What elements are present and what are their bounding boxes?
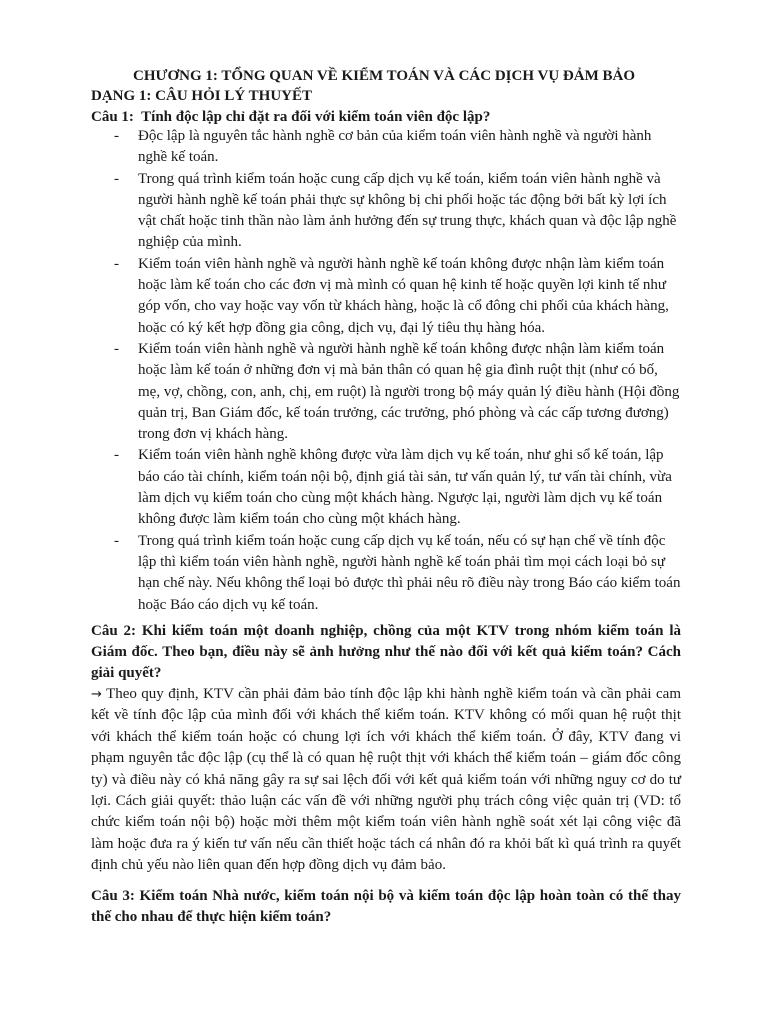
list-item <box>91 126 681 169</box>
bullet-dash: - <box>114 255 119 272</box>
bullet-dash: - <box>114 340 119 357</box>
list-item <box>91 339 681 445</box>
list-item-text: Kiểm toán viên hành nghề và người hành nghề kế toán không được nhận làm kiểm toán hoặc làm kế toán cho các đơn vị mà mình có quan hệ kinh tế hoặc quyền lợi kinh tế như góp vốn, cho vay hoặc vay vốn từ khách hàng, hoặc là cổ đông chi phối của khách hàng, hoặc có ký kết hợp đồng gia công, dịch vụ, đại lý tiêu thụ hàng hóa. <box>138 255 669 336</box>
list-item <box>91 254 681 339</box>
question-1-bullet-list <box>91 126 681 616</box>
question-2-title: Câu 2: Khi kiểm toán một doanh nghiệp, chồng của một KTV trong nhóm kiểm toán là Giám đốc. Theo bạn, điều này sẽ ảnh hưởng như thế nào đối với kết quả kiểm toán? Cách giải quyết? <box>91 623 681 681</box>
list-item <box>91 531 681 616</box>
bullet-dash: - <box>114 170 119 187</box>
bullet-dash: - <box>114 447 119 464</box>
bullet-dash: - <box>114 128 119 144</box>
list-item <box>91 169 681 254</box>
answer-text: Theo quy định, KTV cần phải đảm bảo tính độc lập khi hành nghề kiểm toán và cần phải cam kết về tính độc lập của mình đối với khách thể kiểm toán. KTV không có mối quan hệ ruột thịt với khách thể kiểm toán hoặc có chung lợi ích với khách thể kiểm toán. Ở đây, KTV đang vi phạm nguyên tắc độc lập (cụ thể là có quan hệ ruột thịt với khách thể kiểm toán – giám đốc công ty) và điều này có khả năng gây ra sự sai lệch đối với kết quả kiểm toán với những nguy cơ do tư lợi. Cách giải quyết: thảo luận các vấn đề với những người phụ trách công việc quản trị (VD: tổ chức kiểm toán nội bộ) hoặc mời thêm một kiểm toán viên hành nghề soát xét lại công việc đã làm hoặc đưa ra ý kiến tư vấn nếu cần thiết hoặc tách cá nhân đó ra khỏi bất kì quá trình ra quyết định chủ yếu nào liên quan đến hợp đồng dịch vụ đảm bảo. <box>91 686 681 874</box>
bullet-dash: - <box>114 532 119 549</box>
question-1-title: Câu 1: Tính độc lập chỉ đặt ra đối với kiểm toán viên độc lập? <box>91 109 491 125</box>
list-item-text: Trong quá trình kiểm toán hoặc cung cấp dịch vụ kế toán, nếu có sự hạn chế về tính độc lập thì kiểm toán viên hành nghề, người hành nghề kế toán phải tìm mọi cách loại bỏ sự hạn chế này. Nếu không thể loại bỏ được thì phải nêu rõ điều này trong Báo cáo kiểm toán hoặc Báo cáo dịch vụ kế toán. <box>138 532 681 613</box>
list-item <box>91 445 681 530</box>
list-item-text: Kiểm toán viên hành nghề và người hành nghề kế toán không được nhận làm kiểm toán hoặc làm kế toán ở những đơn vị mà bản thân có quan hệ gia đình ruột thịt (như có bố, mẹ, vợ, chồng, con, anh, chị, em ruột) là người trong bộ máy quản lý điều hành (Hội đồng quản trị, Ban Giám đốc, kế toán trưởng, các trưởng, phó phòng và các cấp tương đương) trong đơn vị khách hàng. <box>138 340 680 443</box>
list-item-text: Trong quá trình kiểm toán hoặc cung cấp dịch vụ kế toán, kiểm toán viên hành nghề và người hành nghề kế toán phải thực sự không bị chi phối hoặc tác động bởi bất kỳ lợi ích vật chất hoặc tinh thần nào làm ảnh hưởng đến sự trung thực, khách quan và độc lập nghề nghiệp của mình. <box>138 170 677 251</box>
arrow-right-icon: → <box>91 687 102 702</box>
list-item-text: Độc lập là nguyên tắc hành nghề cơ bản của kiểm toán viên hành nghề và người hành nghề kế toán. <box>138 128 652 166</box>
list-item-text: Kiểm toán viên hành nghề không được vừa làm dịch vụ kế toán, như ghi sổ kế toán, lập báo cáo tài chính, kiểm toán nội bộ, định giá tài sản, tư vấn quản lý, tư vấn tài chính, vừa làm dịch vụ kiểm toán cho cùng một khách hàng. Ngược lại, người làm dịch vụ kế toán không được làm kiểm toán cho cùng một khách hàng. <box>138 447 672 528</box>
question-2-answer <box>91 684 681 877</box>
chapter-title: CHƯƠNG 1: TỔNG QUAN VỀ KIỂM TOÁN VÀ CÁC DỊCH VỤ ĐẢM BẢO <box>133 68 635 84</box>
question-3-title: Câu 3: Kiểm toán Nhà nước, kiểm toán nội bộ và kiểm toán độc lập hoàn toàn có thể thay thế cho nhau để thực hiện kiểm toán? <box>91 888 681 925</box>
section-title: DẠNG 1: CÂU HỎI LÝ THUYẾT <box>91 88 312 104</box>
